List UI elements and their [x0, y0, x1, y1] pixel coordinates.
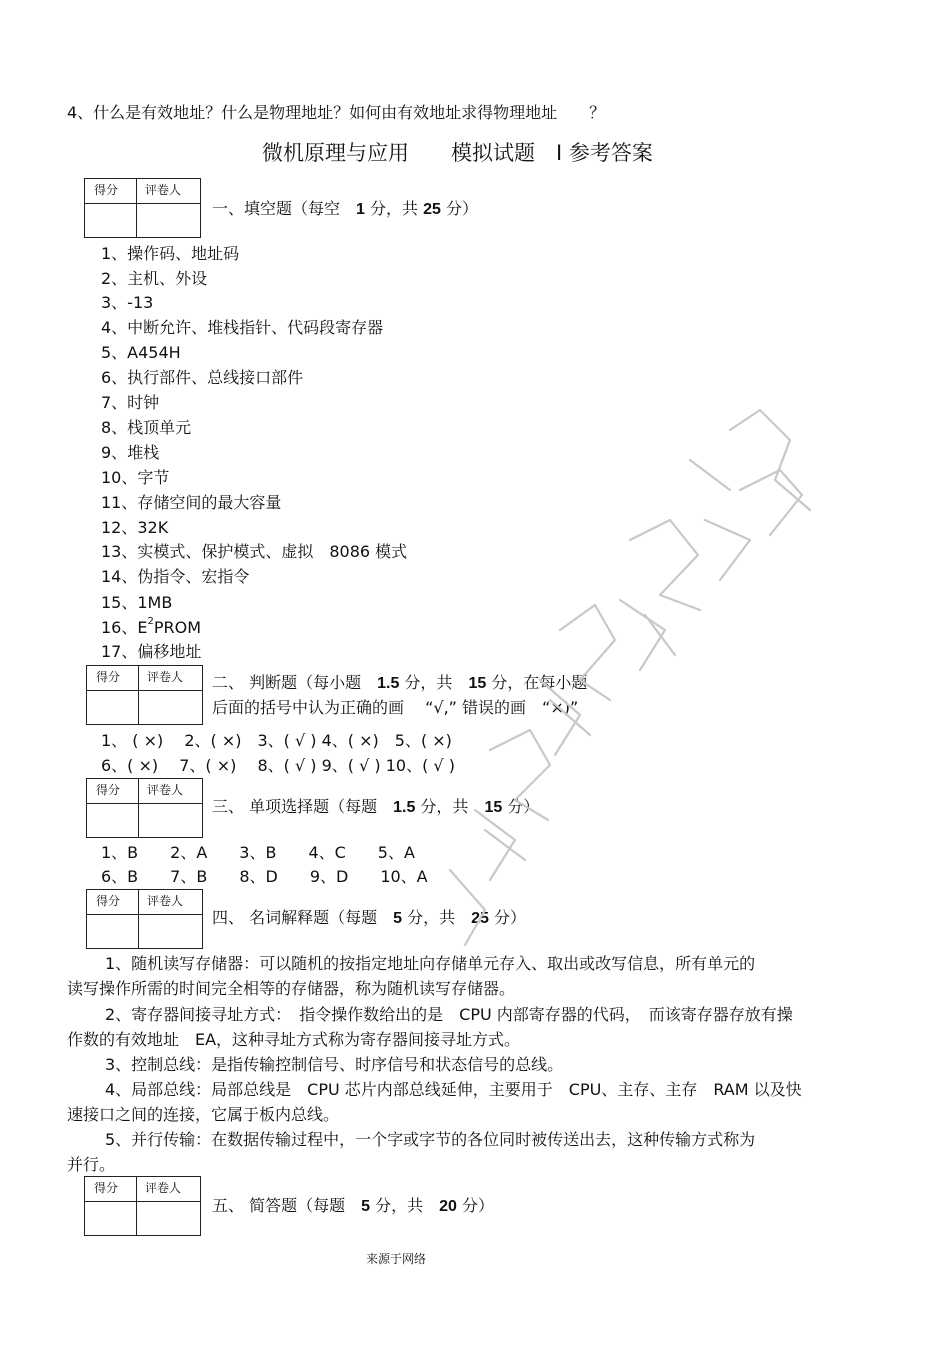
- section-2-suffix: 分，在每小题: [486, 673, 588, 692]
- section-2-instruction: 后面的括号中认为正确的画 “√,” 错误的画 “×)”: [212, 698, 579, 717]
- section-3-suffix: 分）: [502, 797, 540, 816]
- score-box: [86, 778, 203, 838]
- section-1-suffix: 分）: [440, 199, 478, 218]
- answer-9: 9、堆栈: [101, 443, 160, 462]
- section-5-points-each: 5: [361, 1198, 370, 1215]
- score-label: 得分: [94, 183, 119, 197]
- section-5-mid: 分，共: [370, 1196, 440, 1215]
- section-3-points-total: 15: [484, 799, 503, 816]
- grader-label: 评卷人: [145, 1181, 182, 1195]
- term-1-line-1: 1、随机读写存储器：可以随机的按指定地址向存储单元存入、取出或改写信息，所有单元的: [105, 954, 756, 973]
- score-label: 得分: [96, 670, 121, 684]
- answer-4: 4、中断允许、堆栈指针、代码段寄存器: [101, 318, 384, 337]
- score-box: [86, 889, 203, 949]
- section-1-mid: 分，共: [364, 199, 424, 218]
- term-5-line-1: 5、并行传输：在数据传输过程中，一个字或字节的各位同时被传送出去，这种传输方式称为: [105, 1130, 756, 1149]
- section-5-heading: [212, 1198, 494, 1215]
- answer-15: 15、1MB: [101, 593, 173, 612]
- score-box: [86, 665, 203, 725]
- score-label: 得分: [96, 894, 121, 908]
- grader-label: 评卷人: [145, 183, 182, 197]
- judgement-answers-row-2: 6、( ×) 7、( ×) 8、( √ ) 9、( √ ) 10、( √ ): [101, 756, 455, 775]
- term-4-line-1: 4、局部总线：局部总线是 CPU 芯片内部总线延伸，主要用于 CPU、主存、主存 RAM 以及快: [105, 1080, 802, 1099]
- grader-label: 评卷人: [147, 894, 184, 908]
- section-3-mid: 分，共: [415, 797, 485, 816]
- term-5-line-2: 并行。: [67, 1155, 116, 1174]
- section-3-prefix: 三、 单项选择题（每题: [212, 797, 394, 816]
- answer-12: 12、32K: [101, 518, 169, 537]
- section-4-heading: [212, 910, 526, 927]
- answer-16: [101, 616, 202, 637]
- section-5-suffix: 分）: [456, 1196, 494, 1215]
- answer-3: 3、-13: [101, 293, 154, 312]
- watermark-stamp: [430, 370, 830, 960]
- score-label: 得分: [94, 1181, 119, 1195]
- term-3-line-1: 3、控制总线：是指传输控制信号、时序信号和状态信号的总线。: [105, 1055, 564, 1074]
- term-1-line-2: 读写操作所需的时间完全相等的存储器，称为随机读写存储器。: [67, 979, 516, 998]
- choice-answers-row-2: 6、B 7、B 8、D 9、D 10、A: [101, 867, 428, 886]
- answer-13: 13、实模式、保护模式、虚拟 8086 模式: [101, 542, 408, 561]
- answer-8: 8、栈顶单元: [101, 418, 192, 437]
- choice-answers-row-1: 1、B 2、A 3、B 4、C 5、A: [101, 843, 415, 862]
- section-3-heading: [212, 799, 539, 816]
- section-1-heading: [212, 201, 478, 218]
- answer-16-prefix: 16、E: [101, 618, 148, 637]
- section-4-points-each: 5: [393, 910, 402, 927]
- section-2-heading: [212, 675, 587, 692]
- grader-label: 评卷人: [147, 783, 184, 797]
- answer-10: 10、字节: [101, 468, 170, 487]
- answer-11: 11、存储空间的最大容量: [101, 493, 282, 512]
- section-4-mid: 分，共: [402, 908, 472, 927]
- section-5-prefix: 五、 简答题（每题: [212, 1196, 362, 1215]
- footer-source: 来源于网络: [366, 1252, 427, 1266]
- term-4-line-2: 速接口之间的连接，它属于板内总线。: [67, 1105, 340, 1124]
- answer-2: 2、主机、外设: [101, 269, 208, 288]
- page-title: 微机原理与应用 模拟试题 Ⅰ 参考答案: [262, 141, 653, 165]
- answer-14: 14、伪指令、宏指令: [101, 567, 250, 586]
- answer-6: 6、执行部件、总线接口部件: [101, 368, 304, 387]
- section-4-suffix: 分）: [488, 908, 526, 927]
- section-3-points-each: 1.5: [393, 799, 416, 816]
- section-2-mid: 分，共: [399, 673, 469, 692]
- answer-1: 1、操作码、地址码: [101, 244, 240, 263]
- answer-7: 7、时钟: [101, 393, 160, 412]
- answer-5: 5、A454H: [101, 343, 181, 362]
- section-5-points-total: 20: [439, 1198, 457, 1215]
- section-4-prefix: 四、 名词解释题（每题: [212, 908, 394, 927]
- judgement-answers-row-1: 1、 ( ×) 2、( ×) 3、( √ ) 4、( ×) 5、( ×): [101, 731, 452, 750]
- answer-17: 17、偏移地址: [101, 642, 202, 661]
- previous-question-text: 4、什么是有效地址？什么是物理地址？如何由有效地址求得物理地址 ？: [67, 103, 606, 122]
- answer-16-superscript: 2: [147, 616, 154, 627]
- answer-16-suffix: PROM: [153, 618, 202, 637]
- section-2-points-total: 15: [468, 675, 487, 692]
- section-4-points-total: 25: [471, 910, 489, 927]
- score-label: 得分: [96, 783, 121, 797]
- term-2-line-2: 作数的有效地址 EA，这种寻址方式称为寄存器间接寻址方式。: [67, 1030, 521, 1049]
- score-box: [84, 178, 201, 238]
- term-2-line-1: 2、寄存器间接寻址方式： 指令操作数给出的是 CPU 内部寄存器的代码， 而该寄存器存放有操: [105, 1005, 793, 1024]
- section-1-prefix: 一、填空题（每空: [212, 199, 357, 218]
- section-2-prefix: 二、 判断题（每小题: [212, 673, 378, 692]
- section-2-points-each: 1.5: [377, 675, 400, 692]
- section-1-points-total: 25: [423, 201, 441, 218]
- score-box: [84, 1176, 201, 1236]
- grader-label: 评卷人: [147, 670, 184, 684]
- section-1-points-each: 1: [356, 201, 365, 218]
